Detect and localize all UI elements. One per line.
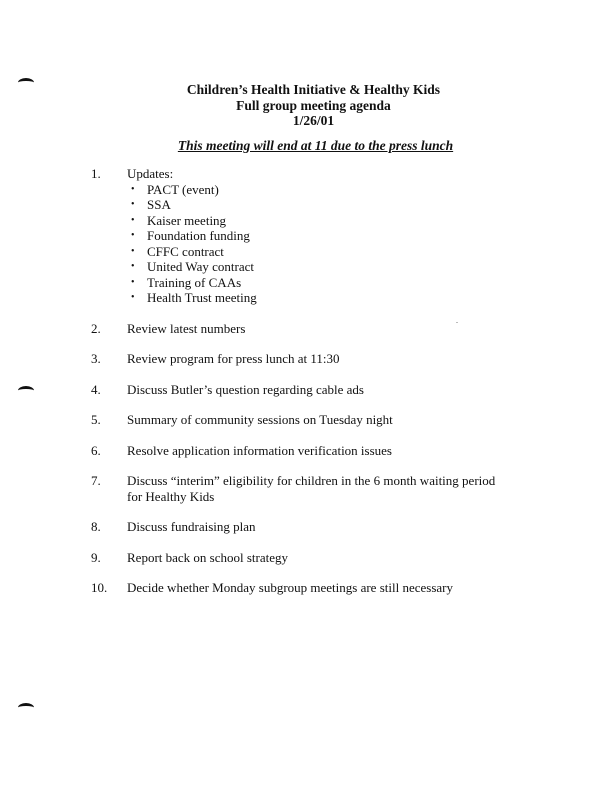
- agenda-item-number: 5.: [91, 412, 101, 427]
- agenda-item-number: 3.: [91, 351, 101, 366]
- update-item: [127, 275, 511, 291]
- update-item: [127, 197, 511, 213]
- agenda-list: [91, 166, 511, 611]
- update-item: [127, 228, 511, 244]
- document-subtitle: Full group meeting agenda: [236, 97, 391, 113]
- agenda-item: [91, 166, 511, 306]
- bullet-icon: •: [131, 261, 135, 272]
- bullet-icon: •: [131, 245, 135, 257]
- agenda-item: [91, 473, 511, 504]
- agenda-item-number: 2.: [91, 320, 101, 336]
- agenda-item: [91, 580, 511, 596]
- agenda-item-number: 1.: [91, 166, 101, 181]
- bullet-icon: •: [131, 199, 135, 210]
- update-item: [127, 244, 511, 260]
- agenda-item: [91, 443, 511, 459]
- punch-hole-mark: [18, 386, 34, 395]
- agenda-item: [91, 321, 511, 337]
- agenda-item: [91, 351, 511, 367]
- agenda-item-number: 8.: [91, 519, 101, 534]
- agenda-item-number: 4.: [91, 381, 101, 397]
- agenda-item: [91, 519, 511, 535]
- agenda-item: [91, 382, 511, 398]
- agenda-item-text: Discuss “interim” eligibility for children in the 6 month waiting period for Healthy Kids: [127, 473, 496, 504]
- agenda-item-text: Report back on school strategy: [127, 549, 289, 565]
- agenda-item-number: 10.: [91, 580, 108, 595]
- agenda-item-text: Decide whether Monday subgroup meetings are still necessary: [127, 580, 453, 595]
- document-title: Children’s Health Initiative & Healthy Kids: [186, 82, 441, 97]
- agenda-item-text: Updates:: [127, 166, 174, 181]
- punch-hole-mark: [18, 703, 34, 712]
- agenda-item-text: Review program for press lunch at 11:30: [127, 351, 340, 366]
- document-date: 1/26/01: [292, 113, 335, 128]
- bullet-icon: •: [131, 276, 135, 288]
- agenda-item-number: 7.: [91, 473, 101, 488]
- agenda-item-number: 9.: [91, 549, 101, 565]
- agenda-item-text: Discuss Butler’s question regarding cable ads: [127, 381, 364, 397]
- agenda-item-text: Discuss fundraising plan: [127, 519, 256, 534]
- agenda-item-text: Resolve application information verification issues: [127, 442, 392, 458]
- document-header: [0, 82, 615, 129]
- update-item-text: CFFC contract: [147, 243, 224, 259]
- bullet-icon: •: [131, 214, 135, 226]
- update-item-text: Health Trust meeting: [147, 290, 257, 305]
- agenda-item: [91, 412, 511, 428]
- update-item-text: Foundation funding: [147, 228, 250, 243]
- agenda-item: [91, 550, 511, 566]
- bullet-icon: •: [131, 230, 135, 241]
- update-item: [127, 290, 511, 306]
- update-item: [127, 259, 511, 275]
- update-item-text: Kaiser meeting: [147, 212, 227, 228]
- update-item: [127, 213, 511, 229]
- agenda-item-number: 6.: [91, 442, 101, 458]
- bullet-icon: •: [131, 183, 135, 195]
- update-item-text: Training of CAAs: [147, 274, 242, 290]
- update-item-text: SSA: [147, 197, 171, 212]
- agenda-item-text: Review latest numbers: [127, 320, 246, 336]
- agenda-item-text: Summary of community sessions on Tuesday night: [127, 412, 393, 427]
- update-item-text: PACT (event): [147, 181, 219, 197]
- update-item: [127, 182, 511, 198]
- bullet-icon: •: [131, 292, 135, 303]
- updates-list: [127, 182, 511, 306]
- update-item-text: United Way contract: [147, 259, 255, 274]
- meeting-notice: This meeting will end at 11 due to the press lunch: [177, 138, 454, 153]
